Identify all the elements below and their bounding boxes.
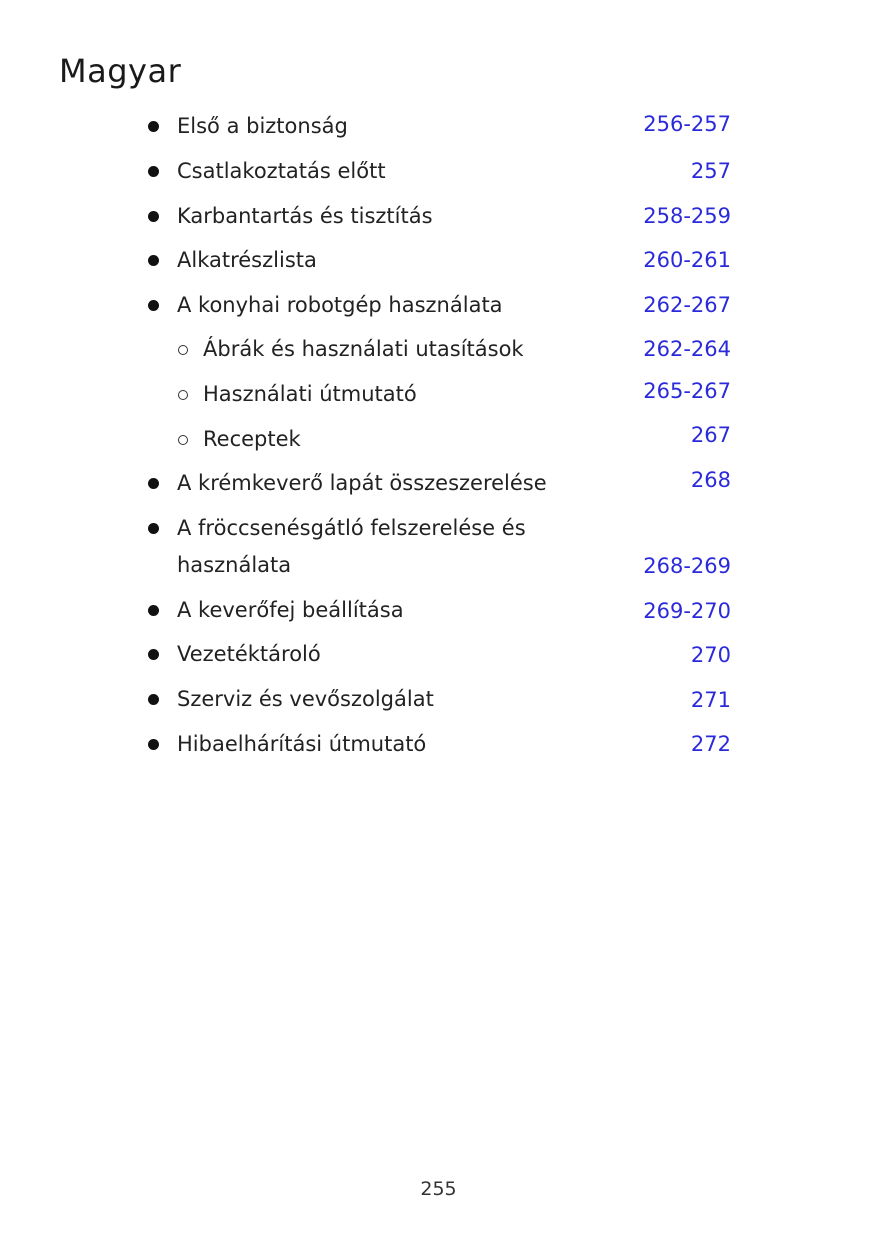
- toc-entry-label: Csatlakoztatás előtt: [177, 159, 386, 183]
- bullet-icon: [148, 478, 159, 489]
- bullet-icon: [148, 211, 159, 222]
- bullet-icon: [148, 121, 159, 132]
- toc-entry-label: A keverőfej beállítása: [177, 598, 404, 622]
- toc-entry-label: Használati útmutató: [203, 382, 417, 406]
- toc-entry-label-line2: használata: [177, 553, 292, 577]
- circle-bullet-icon: [178, 345, 188, 355]
- bullet-icon: [148, 649, 159, 660]
- bullet-icon: [148, 605, 159, 616]
- toc-entry-label: Receptek: [203, 427, 301, 451]
- toc-entry-label: A konyhai robotgép használata: [177, 293, 503, 317]
- toc-entry-label: Karbantartás és tisztítás: [177, 204, 433, 228]
- toc-entry-pages[interactable]: 260-261: [643, 248, 731, 272]
- circle-bullet-icon: [178, 390, 188, 400]
- toc-entry-pages[interactable]: 271: [690, 688, 731, 712]
- toc-entry-label-line1: A fröccsenésgátló felszerelése és: [177, 516, 526, 540]
- toc-entry-pages[interactable]: 267: [690, 423, 731, 447]
- toc-entry-pages[interactable]: 265-267: [643, 379, 731, 403]
- toc-entry-pages[interactable]: 262-267: [643, 293, 731, 317]
- page-number: 255: [420, 1178, 457, 1200]
- toc-entry-pages[interactable]: 268: [690, 468, 731, 492]
- toc-entry-pages[interactable]: 269-270: [643, 599, 731, 623]
- circle-bullet-icon: [178, 435, 188, 445]
- toc-entry-pages[interactable]: 258-259: [643, 204, 731, 228]
- toc-entry-pages[interactable]: 268-269: [643, 554, 731, 578]
- bullet-icon: [148, 255, 159, 266]
- bullet-icon: [148, 739, 159, 750]
- toc-entry-label: A krémkeverő lapát összeszerelése: [177, 471, 547, 495]
- bullet-icon: [148, 694, 159, 705]
- toc-entry-pages[interactable]: 272: [690, 732, 731, 756]
- bullet-icon: [148, 300, 159, 311]
- toc-entry-label: Vezetéktároló: [177, 642, 321, 666]
- toc-entry-label: Hibaelhárítási útmutató: [177, 732, 427, 756]
- toc-entry-pages[interactable]: 270: [690, 643, 731, 667]
- bullet-icon: [148, 523, 159, 534]
- page-title: Magyar: [59, 52, 182, 90]
- toc-entry-pages[interactable]: 257: [690, 159, 731, 183]
- toc-entry-label: Szerviz és vevőszolgálat: [177, 687, 434, 711]
- toc-entry-label: Első a biztonság: [177, 114, 348, 138]
- toc-entry-pages[interactable]: 256-257: [643, 112, 731, 136]
- toc-entry-label: Alkatrészlista: [177, 248, 317, 272]
- toc-entry-pages[interactable]: 262-264: [643, 337, 731, 361]
- bullet-icon: [148, 166, 159, 177]
- toc-entry-label: Ábrák és használati utasítások: [203, 337, 524, 361]
